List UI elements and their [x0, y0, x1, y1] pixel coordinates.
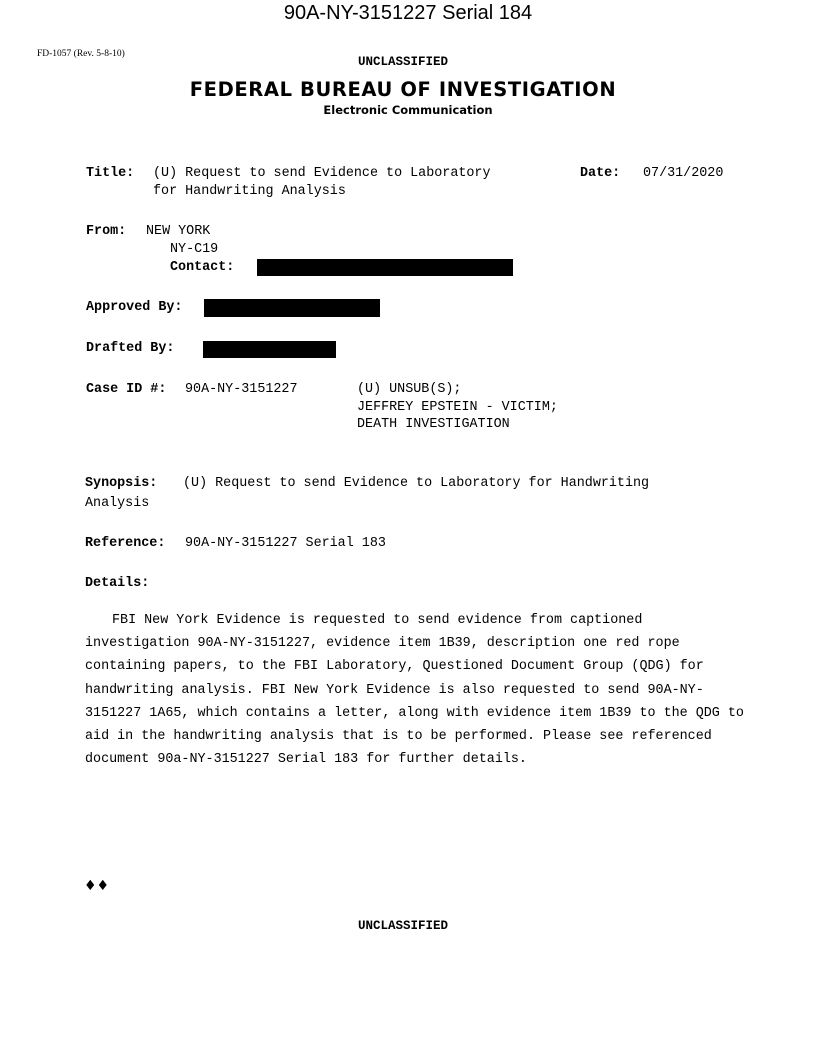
case-caption-line-1: (U) UNSUB(S); — [357, 382, 462, 397]
title-label: Title: — [86, 166, 135, 181]
form-number: FD-1057 (Rev. 5-8-10) — [37, 49, 125, 59]
reference-value: 90A-NY-3151227 Serial 183 — [185, 536, 386, 551]
details-body — [85, 609, 745, 771]
synopsis-label: Synopsis: — [85, 476, 158, 491]
approved-by-redaction — [204, 299, 380, 317]
contact-label: Contact: — [170, 260, 235, 275]
approved-by-label: Approved By: — [86, 300, 183, 315]
drafted-by-label: Drafted By: — [86, 341, 175, 356]
case-id-label: Case ID #: — [86, 382, 167, 397]
synopsis-line-1: (U) Request to send Evidence to Laboratory for Handwriting — [183, 476, 650, 491]
date-label: Date: — [580, 166, 621, 181]
agency-name: FEDERAL BUREAU OF INVESTIGATION — [189, 78, 617, 101]
date-value: 07/31/2020 — [643, 166, 724, 181]
synopsis-line-2: Analysis — [85, 496, 150, 511]
reference-label: Reference: — [85, 536, 166, 551]
classification-bottom: UNCLASSIFIED — [357, 919, 448, 933]
case-caption-line-3: DEATH INVESTIGATION — [357, 417, 510, 432]
document-type: Electronic Communication — [323, 103, 493, 117]
title-line-2: for Handwriting Analysis — [153, 184, 346, 199]
from-squad: NY-C19 — [170, 242, 219, 257]
case-caption-line-2: JEFFREY EPSTEIN - VICTIM; — [357, 400, 558, 415]
from-office: NEW YORK — [146, 224, 211, 239]
end-marker-icon: ♦♦ — [84, 878, 110, 894]
case-id-value: 90A-NY-3151227 — [185, 382, 298, 397]
from-label: From: — [86, 224, 127, 239]
details-body-text: FBI New York Evidence is requested to send evidence from captioned investigation 90A-NY-3151227, evidence item 1B39, description one red rope containing papers, to the FBI Laboratory, Questioned Document Group (QDG) for handwriting analysis. FBI New York Evidence is also requested to send 90A-NY-3151227 1A65, which contains a letter, along with evidence item 1B39 to the QDG to aid in the handwriting analysis that is to be performed. Please see referenced document 90a-NY-3151227 Serial 183 for further details. — [85, 613, 744, 768]
contact-redaction — [257, 259, 513, 276]
details-label: Details: — [85, 576, 150, 591]
serial-header: 90A-NY-3151227 Serial 184 — [283, 2, 533, 24]
classification-top: UNCLASSIFIED — [357, 55, 448, 69]
drafted-by-redaction — [203, 341, 336, 358]
title-line-1: (U) Request to send Evidence to Laboratory — [153, 166, 491, 181]
